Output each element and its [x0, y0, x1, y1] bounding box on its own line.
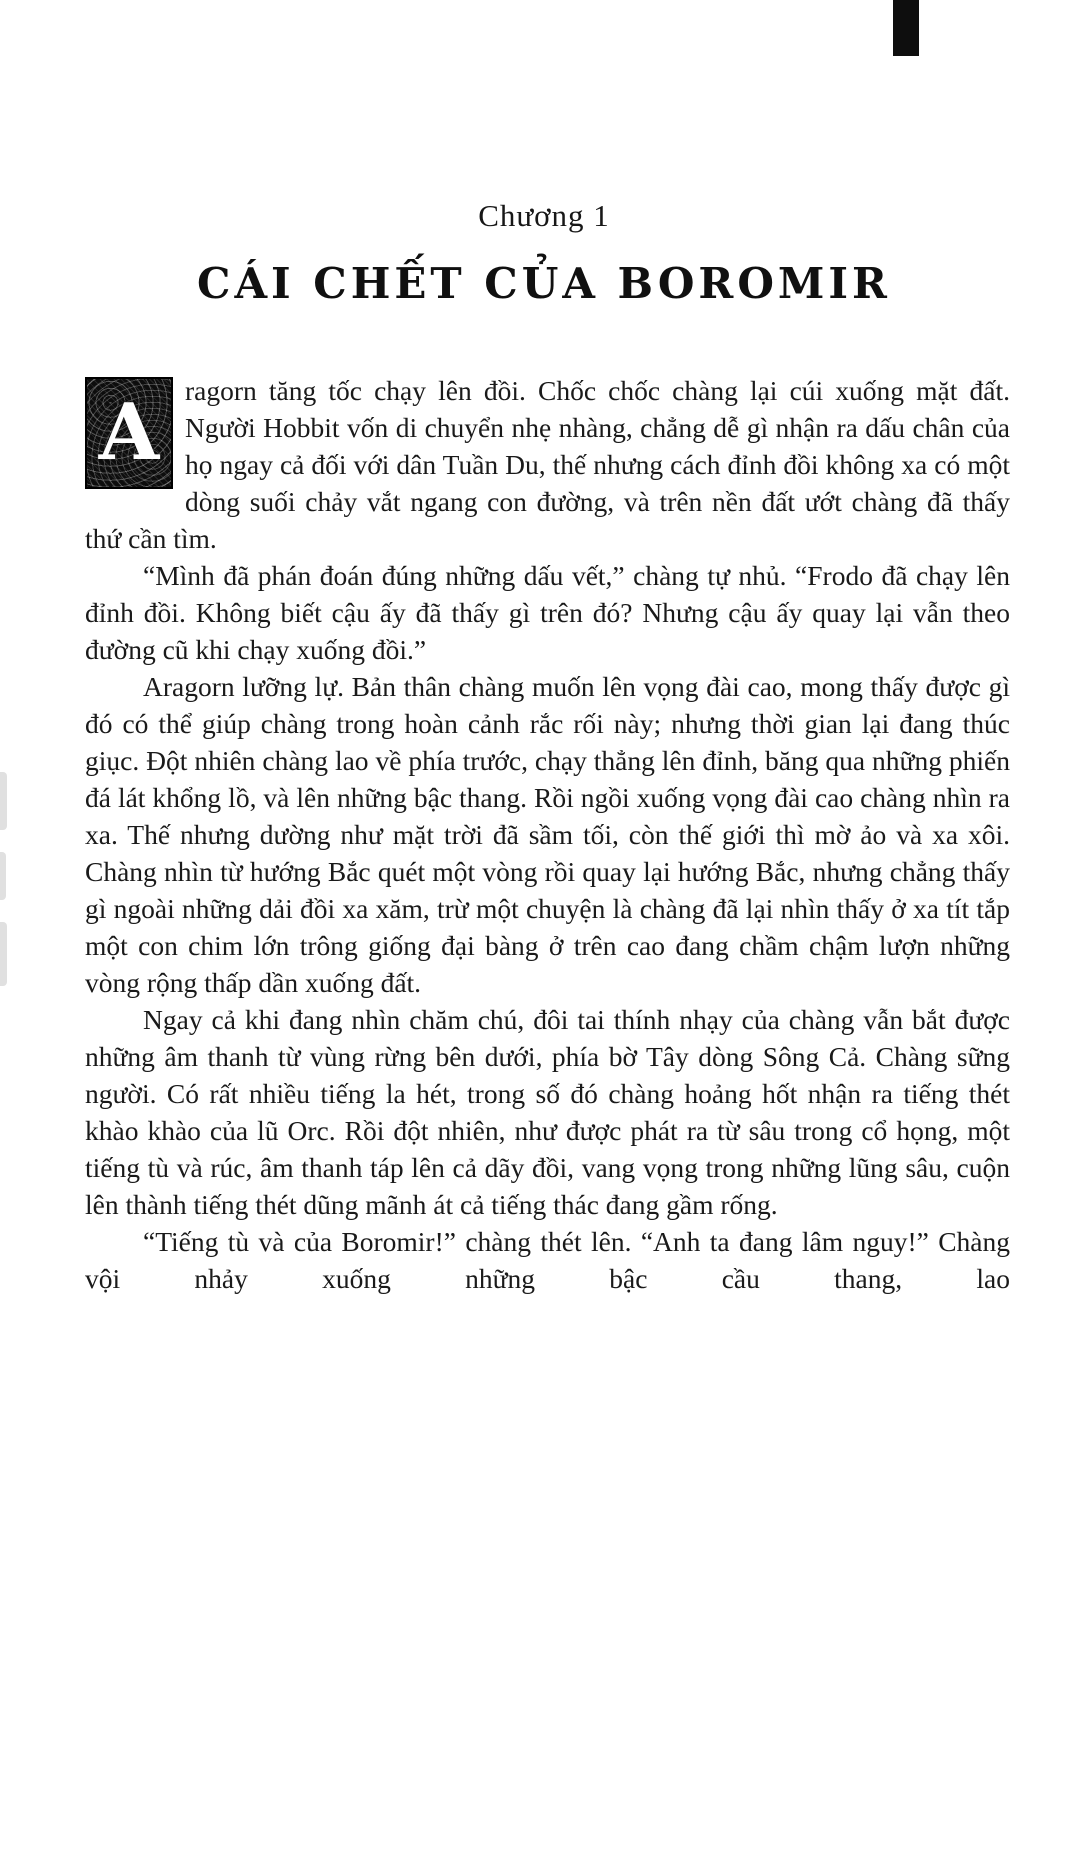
chapter-label: Chương 1: [478, 198, 610, 233]
scan-artifact-corner: [893, 0, 919, 56]
drop-cap-initial: [85, 377, 173, 489]
paragraph-4: Ngay cả khi đang nhìn chăm chú, đôi tai thính nhạy của chàng vẫn bắt được những âm thanh từ vùng rừng bên dưới, phía bờ Tây dòng Sông Cả. Chàng sững người. Có rất nhiều tiếng la hét, trong số đó chàng hoảng hốt nhận ra tiếng thét khào khào của lũ Orc. Rồi đột nhiên, như được phát ra từ sâu trong cổ họng, một tiếng tù và rúc, âm thanh táp lên cả dãy đồi, vang vọng trong những lũng sâu, cuộn lên thành tiếng thét dũng mãnh át cả tiếng thác đang gầm rống.: [85, 1004, 1010, 1220]
paragraph-3: Aragorn lưỡng lự. Bản thân chàng muốn lên vọng đài cao, mong thấy được gì đó có thể giúp chàng trong hoàn cảnh rắc rối này; nhưng thời gian lại đang thúc giục. Đột nhiên chàng lao về phía trước, chạy thẳng lên đỉnh, băng qua những phiến đá lát khổng lồ, và lên những bậc thang. Rồi ngồi xuống vọng đài cao chàng nhìn ra xa. Thế nhưng dường như mặt trời đã sầm tối, còn thế giới thì mờ ảo và xa xôi. Chàng nhìn từ hướng Bắc quét một vòng rồi quay lại hướng Bắc, nhưng chẳng thấy gì ngoài những dải đồi xa xăm, trừ một chuyện là chàng đã lại nhìn thấy ở xa tít tắp một con chim lớn trông giống đại bàng ở trên cao đang chầm chậm lượn những vòng rộng thấp dần xuống đất.: [85, 671, 1010, 998]
paragraph-1: [85, 372, 1010, 557]
paragraph-5: “Tiếng tù và của Boromir!” chàng thét lên. “Anh ta đang lâm nguy!” Chàng vội nhảy xuống những bậc cầu thang, lao: [85, 1226, 1010, 1294]
drop-cap-letter: A: [98, 387, 160, 478]
body-text: [0, 372, 1088, 1297]
scan-artifact-edge: [0, 922, 7, 986]
paragraph-1-text: ragorn tăng tốc chạy lên đồi. Chốc chốc chàng lại cúi xuống mặt đất. Người Hobbit vốn di chuyển nhẹ nhàng, chẳng dễ gì nhận ra dấu chân của họ ngay cả đối với dân Tuần Du, thế nhưng cách đỉnh đồi không xa có một dòng suối chảy vắt ngang con đường, và trên nền đất ướt chàng đã thấy thứ cần tìm.: [85, 375, 1010, 554]
paragraph-2: “Mình đã phán đoán đúng những dấu vết,” chàng tự nhủ. “Frodo đã chạy lên đỉnh đồi. Không biết cậu ấy đã thấy gì trên đó? Nhưng cậu ấy quay lại vẫn theo đường cũ khi chạy xuống đồi.”: [85, 560, 1010, 665]
chapter-title: CÁI CHẾT CỦA BOROMIR: [197, 259, 891, 308]
scan-artifact-edge: [0, 852, 6, 900]
scan-artifact-edge: [0, 772, 7, 830]
